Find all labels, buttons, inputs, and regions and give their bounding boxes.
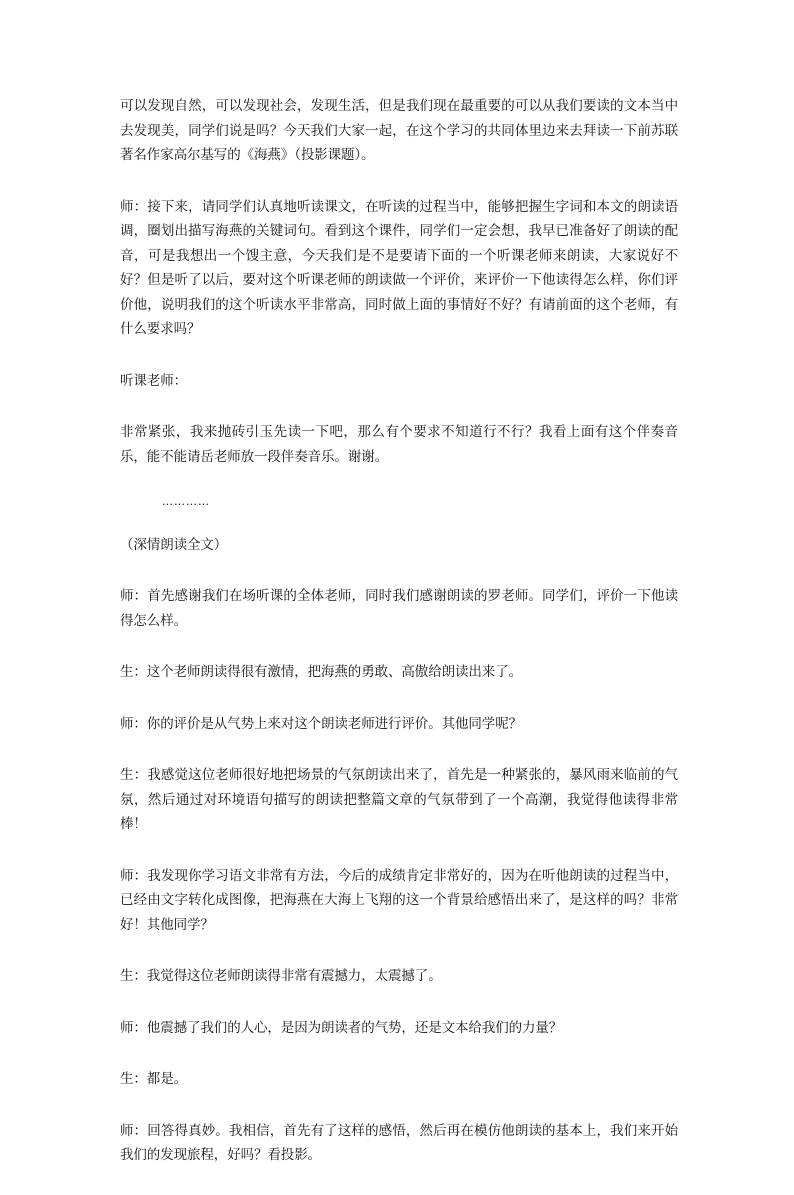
paragraph-teacher-3: 师：我发现你学习语文非常有方法，今后的成绩肯定非常好的，因为在听他朗读的过程当中，已经由文字转化成图像，把海燕在大海上飞翔的这一个背景给感悟出来了，是这样的吗？非常好！其他同学？	[120, 867, 678, 933]
paragraph-teacher-instructions: 师：接下来，请同学们认真地听读课文，在听读的过程当中，能够把握生字词和本文的朗读语调，圈划出描写海燕的关键词句。看到这个课件，同学们一定会想，我早已准备好了朗读的配音，可是我想出一个馊主意，今天我们是不是要请下面的一个听课老师来朗读，大家说好不好？但是听了以后，要对这个听课老师的朗读做一个评价，来评价一下他读得怎么样，你们评价他，说明我们的这个听读水平非常高，同时做上面的事情好不好？有请前面的这个老师，有什么要求吗？	[120, 198, 678, 337]
paragraph-teacher-5: 师：回答得真妙。我相信，首先有了这样的感悟，然后再在模仿他朗读的基本上，我们来开始我们的发现旅程，好吗？看投影。	[120, 1122, 678, 1163]
paragraph-stage-direction: （深情朗读全文）	[120, 536, 228, 553]
paragraph-guest-teacher-reply: 非常紧张，我来抛砖引玉先读一下吧，那么有个要求不知道行不行？我看上面有这个伴奏音乐，能不能请岳老师放一段伴奏音乐。谢谢。	[120, 424, 678, 465]
paragraph-teacher-thanks: 师：首先感谢我们在场听课的全体老师，同时我们感谢朗读的罗老师。同学们，评价一下他读得怎么样。	[120, 588, 678, 629]
paragraph-teacher-2: 师：你的评价是从气势上来对这个朗读老师进行评价。其他同学呢？	[120, 715, 522, 732]
paragraph-teacher-4: 师：他震撼了我们的人心，是因为朗读者的气势，还是文本给我们的力量？	[120, 1019, 563, 1036]
paragraph-student-2: 生：我感觉这位老师很好地把场景的气氛朗读出来了，首先是一种紧张的，暴风雨来临前的气氛，然后通过对环境语句描写的朗读把整篇文章的气氛带到了一个高潮，我觉得他读得非常棒！	[120, 767, 678, 832]
document-page	[120, 94, 678, 1195]
paragraph-student-1: 生：这个老师朗读得很有激情，把海燕的勇敢、高傲给朗读出来了。	[120, 664, 522, 680]
ellipsis-separator: …………	[162, 495, 210, 508]
paragraph-intro: 可以发现自然，可以发现社会，发现生活，但是我们现在最重要的可以从我们要读的文本当中去发现美，同学们说是吗？今天我们大家一起，在这个学习的共同体里边来去拜读一下前苏联著名作家高尔基写的《海燕》（投影课题）。	[120, 98, 678, 163]
paragraph-student-3: 生：我觉得这位老师朗读得非常有震撼力，太震撼了。	[120, 968, 442, 984]
paragraph-student-4: 生：都是。	[120, 1071, 187, 1087]
paragraph-guest-teacher-label: 听课老师：	[120, 372, 187, 389]
